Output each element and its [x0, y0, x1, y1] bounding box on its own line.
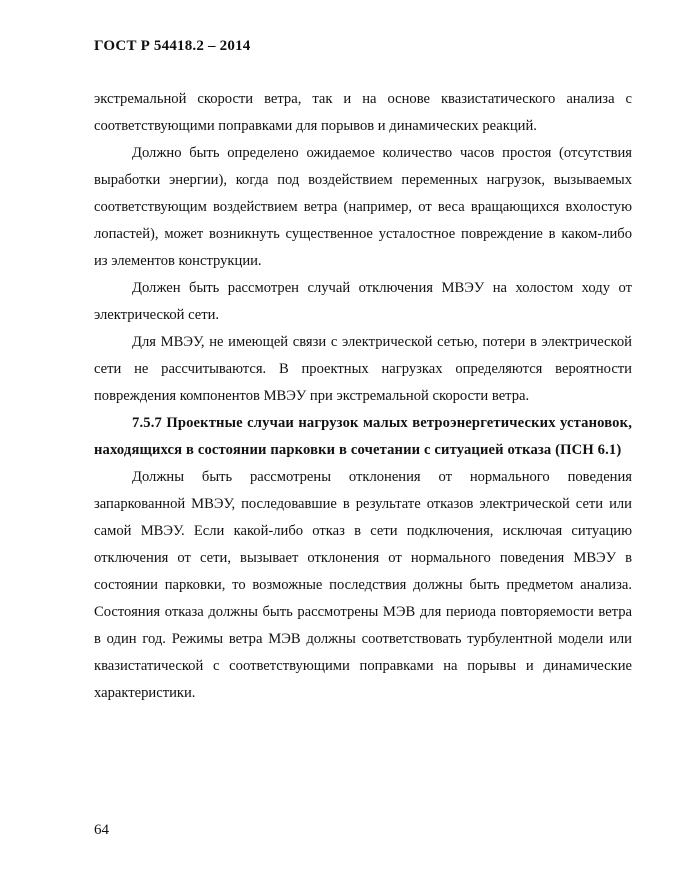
- paragraph-fault-conditions: Должны быть рассмотрены отклонения от нормального поведения запаркованной МВЭУ, последовавшие в результате отказов электрической сети или самой МВЭУ. Если какой-либо отказ в сети подключения, исключая ситуацию отключения от сети, вызывает отклонения от нормального поведения МВЭУ в состоянии парковки, то возможные последствия должны быть предметом анализа. Состояния отказа должны быть рассмотрены МЭВ для периода повторяемости ветра в один год. Режимы ветра МЭВ должны соответствовать турбулентной модели или квазистатической с соответствующими поправками на порывы и динамические характеристики.: [94, 469, 632, 701]
- paragraph-downtime: Должно быть определено ожидаемое количество часов простоя (отсутствия выработки энергии), когда под воздействием переменных нагрузок, вызываемых соответствующим воздействием ветра (например, от веса вращающихся вхолостую лопастей), может возникнуть существенное усталостное повреждение в каком-либо из элементов конструкции.: [94, 145, 632, 269]
- paragraph-disconnection: Должен быть рассмотрен случай отключения МВЭУ на холостом ходу от электрической сети.: [94, 280, 632, 323]
- page-number: 64: [94, 822, 109, 838]
- document-header: ГОСТ Р 54418.2 – 2014: [94, 38, 251, 54]
- document-body: [94, 86, 632, 707]
- paragraph-grid-losses: Для МВЭУ, не имеющей связи с электрической сетью, потери в электрической сети не рассчитываются. В проектных нагрузках определяются вероятности повреждения компонентов МВЭУ при экстремальной скорости ветра.: [94, 334, 632, 404]
- section-heading: 7.5.7 Проектные случаи нагрузок малых ветроэнергетических установок, находящихся в состоянии парковки в сочетании с ситуацией отказа (ПСН 6.1): [94, 415, 632, 458]
- paragraph-continuation: экстремальной скорости ветра, так и на основе квазистатического анализа с соответствующими поправками для порывов и динамических реакций.: [94, 91, 632, 134]
